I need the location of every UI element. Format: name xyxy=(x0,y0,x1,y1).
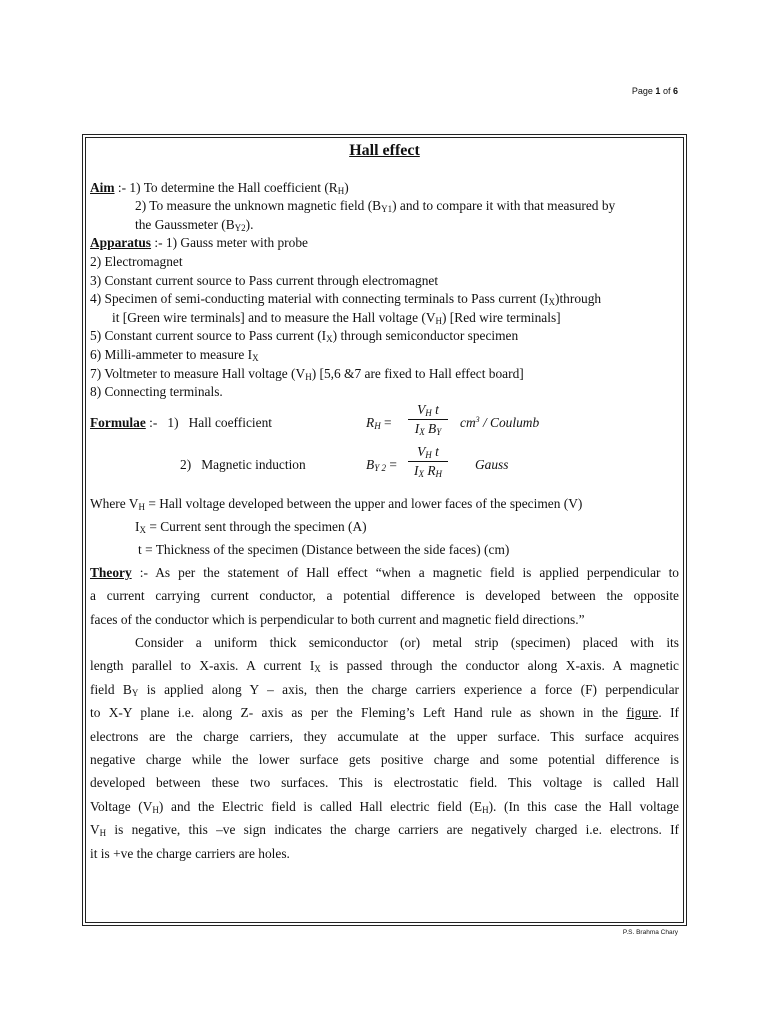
page-current: 1 xyxy=(655,86,661,96)
apparatus-item-3: 3) Constant current source to Pass current through electromagnet xyxy=(90,272,439,288)
hall-coefficient-unit: $cm^3$ / Coulumb xyxy=(460,414,540,430)
theory-line-12: $V_H$ is negative, this –ve sign indicates the charge carriers are negatively charged i.e. electrons. If xyxy=(90,822,679,839)
theory-line-13: it is +ve the charge carriers are holes. xyxy=(90,845,290,861)
aim-line-1: Aim :- 1) To determine the Hall coefficient $(R_H)$ xyxy=(90,179,349,196)
apparatus-item-2: 2) Electromagnet xyxy=(90,253,183,269)
theory-line-11: Voltage $(V_H)$ and the Electric field is called Hall electric field $(E_H)$. (In this case the Hall voltage xyxy=(90,798,679,815)
apparatus-item-8: 8) Connecting terminals. xyxy=(90,384,223,400)
theory-line-7: to X-Y plane i.e. along Z- axis as per the Fleming’s Left Hand rule as shown in the figure. If xyxy=(90,705,679,721)
aim-line-2: 2) To measure the unknown magnetic field $(B_{Y1})$ and to compare it with that measured by xyxy=(135,198,616,215)
magnetic-induction-fraction: $\frac{V_H t}{I_X R_H}$ xyxy=(408,444,448,479)
theory-line-5: length parallel to X-axis. A current $I_X$ is passed through the conductor along X-axis. A magnetic xyxy=(90,658,680,675)
page-number xyxy=(632,86,678,96)
theory-line-1: Theory :- As per the statement of Hall effect “when a magnetic field is applied perpendicular to xyxy=(90,564,679,580)
page-title: Hall effect xyxy=(349,142,420,159)
theory-label: Theory xyxy=(90,564,132,580)
apparatus-item-7: 7) Voltmeter to measure Hall voltage $(V_H)$ [5,6 &7 are fixed to Hall effect board] xyxy=(90,365,524,382)
aim-line-3: the Gaussmeter $(B_{Y2})$. xyxy=(135,216,254,233)
page-prefix: Page xyxy=(631,86,653,96)
page-of: of xyxy=(662,86,671,96)
theory-line-10: developed between these two surfaces. This is electrostatic field. This voltage is called Hall xyxy=(90,775,679,791)
theory-section xyxy=(90,561,679,865)
where-line-3: t = Thickness of the specimen (Distance between the side faces) (cm) xyxy=(138,541,510,557)
apparatus-item-4-cont: it [Green wire terminals] and to measure the Hall voltage $(V_H)$ [Red wire terminals] xyxy=(112,309,561,326)
apparatus-item-6: 6) Milli-ammeter to measure $I_X$ xyxy=(90,346,259,363)
formulae-label: Formulae xyxy=(90,414,146,430)
magnetic-induction-unit: Gauss xyxy=(475,456,509,472)
hall-coefficient-fraction: $\frac{V_H t}{I_X B_Y}$ xyxy=(408,402,448,437)
footer-author: P.S. Brahma Chary xyxy=(622,929,678,936)
apparatus-item-4: 4) Specimen of semi-conducting material with connecting terminals to Pass current $(I_X)through$ xyxy=(90,291,602,308)
page-total: 6 xyxy=(672,86,678,96)
figure-link[interactable]: figure xyxy=(626,705,659,721)
theory-line-9: negative charge while the lower surface gets positive charge and some potential difference is xyxy=(90,751,679,767)
apparatus-item-1: Apparatus :- 1) Gauss meter with probe xyxy=(90,235,308,251)
theory-line-2: a current carrying current conductor, a potential difference is developed between the opposite xyxy=(90,588,679,604)
formula-magnetic-induction: 2) Magnetic induction $B_{Y 2}$ = $\frac{V_H t}{I_X R_H}$ Gauss xyxy=(180,443,509,479)
document-body xyxy=(90,140,679,865)
apparatus-label: Apparatus xyxy=(90,235,152,251)
theory-line-6: field $B_Y$ is applied along Y – axis, then the charge carriers experience a force (F) perpendicular xyxy=(90,681,679,698)
theory-line-8: electrons are the charge carriers, they accumulate at the upper surface. This surface acquires xyxy=(90,728,679,744)
where-line-2: $I_X$ = Current sent through the specimen (A) xyxy=(135,518,367,535)
aim-label: Aim xyxy=(90,179,115,195)
formula-hall-coefficient: Formulae :- 1) Hall coefficient $R_H$ = $\frac{V_H t}{I_X B_Y}$ $cm^3$ / Coulumb xyxy=(90,401,540,437)
theory-line-4: Consider a uniform thick semiconductor (or) metal strip (specimen) placed with its xyxy=(135,634,679,650)
theory-line-3: faces of the conductor which is perpendicular to both current and magnetic field directions.” xyxy=(90,611,585,627)
where-line-1: Where $V_H$ = Hall voltage developed between the upper and lower faces of the specimen (V) xyxy=(90,495,583,512)
apparatus-item-5: 5) Constant current source to Pass current $(I_X)$ through semiconductor specimen xyxy=(90,328,519,345)
